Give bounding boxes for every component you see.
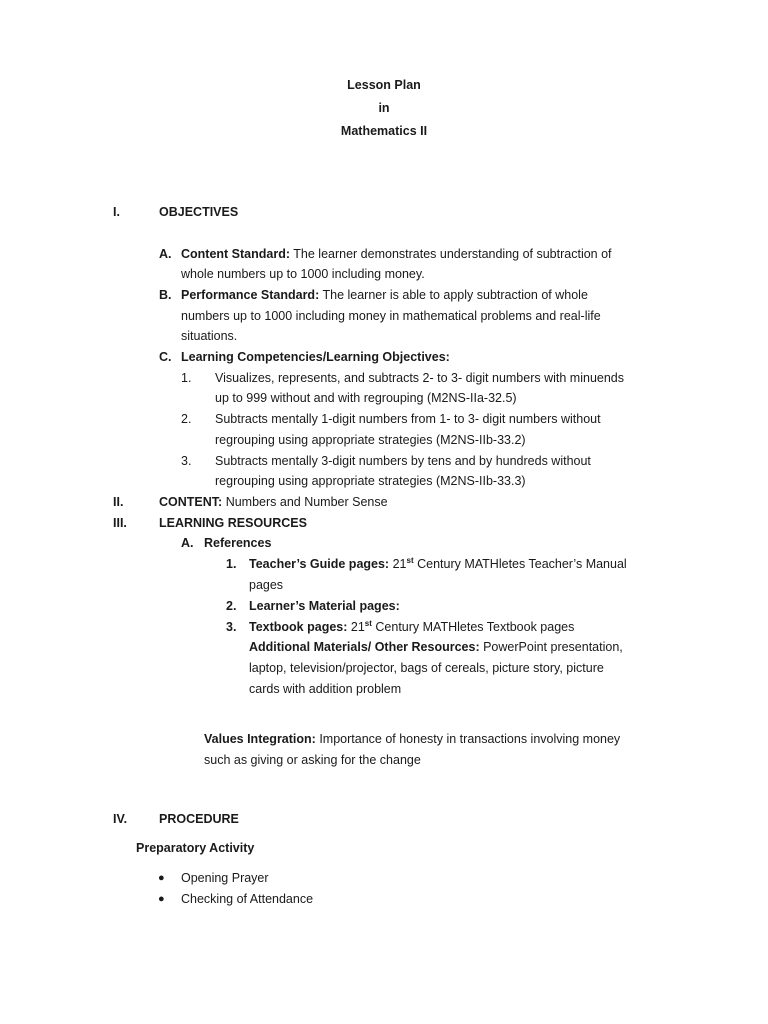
additional-materials-paragraph	[249, 639, 623, 655]
competencies-label: Learning Competencies/Learning Objectives:	[181, 350, 450, 364]
textbook-label: Textbook pages:	[249, 620, 348, 634]
values-integration-text-line2: such as giving or asking for the change	[204, 753, 421, 767]
teachers-guide-paragraph	[249, 556, 627, 572]
document-title-line2: in	[378, 101, 390, 115]
performance-standard-text: The learner is able to apply subtraction of whole	[322, 288, 588, 302]
procedure-list-item: Checking of Attendance	[181, 892, 314, 906]
section-numeral-content: II.	[113, 495, 124, 509]
teachers-guide-superscript: st	[406, 556, 414, 565]
textbook-edition: 21	[350, 620, 365, 634]
section-heading-objectives: OBJECTIVES	[159, 205, 239, 219]
document-title-line1: Lesson Plan	[347, 78, 421, 92]
additional-materials-text-line3: cards with addition problem	[249, 682, 402, 696]
competency-text-line2: regrouping using appropriate strategies (M2NS-IIb-33.3)	[215, 474, 526, 488]
resource-number: 2.	[226, 599, 237, 613]
textbook-superscript: st	[364, 619, 372, 628]
performance-standard-paragraph	[181, 287, 588, 303]
textbook-text: Century MATHletes Textbook pages	[375, 620, 575, 634]
references-marker: A.	[181, 536, 194, 550]
document-title-line3: Mathematics II	[340, 124, 428, 138]
additional-materials-label: Additional Materials/ Other Resources:	[249, 640, 480, 654]
teachers-guide-text: Century MATHletes Teacher’s Manual	[417, 557, 627, 571]
values-integration-paragraph	[204, 731, 620, 747]
additional-materials-text: PowerPoint presentation,	[483, 640, 623, 654]
competency-text-line2: regrouping using appropriate strategies (M2NS-IIb-33.2)	[215, 433, 526, 447]
values-integration-label: Values Integration:	[204, 732, 316, 746]
bullet-icon: ●	[158, 872, 165, 884]
content-paragraph	[159, 494, 388, 510]
procedure-list-item: Opening Prayer	[181, 871, 269, 885]
section-numeral-objectives: I.	[113, 205, 120, 219]
section-heading-procedure: PROCEDURE	[159, 812, 239, 826]
learners-material-label: Learner’s Material pages:	[249, 599, 400, 613]
textbook-paragraph	[249, 619, 574, 635]
section-numeral-resources: III.	[113, 516, 127, 530]
references-label: References	[204, 536, 272, 550]
performance-standard-text-line3: situations.	[181, 329, 238, 343]
competency-text: Subtracts mentally 1-digit numbers from 1- to 3- digit numbers without	[215, 412, 601, 426]
performance-standard-label: Performance Standard:	[181, 288, 320, 302]
resource-number: 1.	[226, 557, 237, 571]
values-integration-text: Importance of honesty in transactions involving money	[319, 732, 621, 746]
content-standard-label: Content Standard:	[181, 247, 291, 261]
content-standard-text-line2: whole numbers up to 1000 including money.	[181, 267, 425, 281]
competency-text: Subtracts mentally 3-digit numbers by tens and by hundreds without	[215, 454, 591, 468]
competencies-marker: C.	[159, 350, 172, 364]
teachers-guide-label: Teacher’s Guide pages:	[249, 557, 390, 571]
resource-number: 3.	[226, 620, 237, 634]
competency-text: Visualizes, represents, and subtracts 2- to 3- digit numbers with minuends	[215, 371, 624, 385]
competency-number: 2.	[181, 412, 192, 426]
section-numeral-procedure: IV.	[113, 812, 128, 826]
competency-number: 3.	[181, 454, 192, 468]
section-heading-resources: LEARNING RESOURCES	[159, 516, 307, 530]
content-standard-paragraph	[181, 246, 612, 262]
additional-materials-text-line2: laptop, television/projector, bags of cereals, picture story, picture	[249, 661, 604, 675]
content-standard-text: The learner demonstrates understanding of subtraction of	[293, 247, 612, 261]
content-label: CONTENT:	[159, 495, 223, 509]
performance-standard-text-line2: numbers up to 1000 including money in mathematical problems and real-life	[181, 309, 601, 323]
bullet-icon: ●	[158, 893, 165, 905]
teachers-guide-text-line2: pages	[249, 578, 284, 592]
performance-standard-marker: B.	[159, 288, 172, 302]
content-standard-marker: A.	[159, 247, 172, 261]
competency-number: 1.	[181, 371, 192, 385]
preparatory-activity-heading: Preparatory Activity	[136, 841, 255, 855]
competency-text-line2: up to 999 without and with regrouping (M2NS-IIa-32.5)	[215, 391, 517, 405]
teachers-guide-edition: 21	[392, 557, 407, 571]
content-text: Numbers and Number Sense	[225, 495, 388, 509]
